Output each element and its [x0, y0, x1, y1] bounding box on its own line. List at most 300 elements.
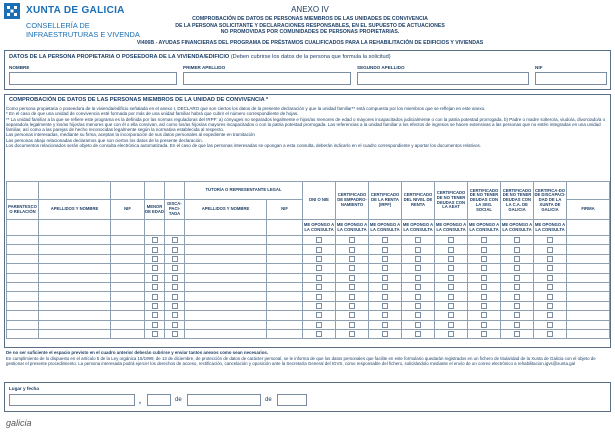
- members-declaration-text: [6, 106, 606, 148]
- checkbox[interactable]: [316, 284, 322, 290]
- checkbox-cell: [468, 273, 501, 282]
- checkbox[interactable]: [349, 247, 355, 253]
- column-header: MENOR DE EDAD: [145, 200, 165, 220]
- table-cell[interactable]: [567, 320, 610, 329]
- checkbox[interactable]: [481, 322, 487, 328]
- checkbox[interactable]: [481, 265, 487, 271]
- table-cell[interactable]: [7, 236, 39, 245]
- checkbox[interactable]: [152, 275, 158, 281]
- table-cell[interactable]: [185, 320, 267, 329]
- table-cell[interactable]: [185, 311, 267, 320]
- table-cell[interactable]: [267, 301, 303, 310]
- checkbox-cell: [165, 245, 185, 254]
- table-cell[interactable]: [185, 282, 267, 291]
- checkbox[interactable]: [481, 256, 487, 262]
- checkbox[interactable]: [152, 294, 158, 300]
- checkbox-cell: [402, 282, 435, 291]
- checkbox[interactable]: [316, 265, 322, 271]
- checkbox[interactable]: [382, 275, 388, 281]
- checkbox[interactable]: [415, 312, 421, 318]
- checkbox[interactable]: [547, 275, 553, 281]
- space-note: [6, 350, 611, 355]
- header-spacer: [165, 220, 185, 236]
- checkbox[interactable]: [152, 265, 158, 271]
- checkbox-cell: [402, 245, 435, 254]
- checkbox[interactable]: [481, 331, 487, 337]
- checkbox-cell: [165, 264, 185, 273]
- checkbox[interactable]: [415, 303, 421, 309]
- checkbox[interactable]: [415, 247, 421, 253]
- checkbox[interactable]: [349, 312, 355, 318]
- apellido2-field[interactable]: [357, 72, 529, 85]
- checkbox[interactable]: [481, 294, 487, 300]
- table-cell[interactable]: [7, 273, 39, 282]
- checkbox[interactable]: [172, 294, 178, 300]
- table-cell[interactable]: [111, 254, 145, 263]
- header-spacer: [39, 182, 111, 200]
- checkbox-cell: [145, 329, 165, 338]
- checkbox[interactable]: [547, 294, 553, 300]
- table-cell[interactable]: [7, 292, 39, 301]
- checkbox-cell: [369, 329, 402, 338]
- table-cell[interactable]: [111, 320, 145, 329]
- checkbox[interactable]: [172, 237, 178, 243]
- checkbox[interactable]: [172, 247, 178, 253]
- checkbox[interactable]: [514, 322, 520, 328]
- checkbox[interactable]: [514, 237, 520, 243]
- table-cell[interactable]: [7, 320, 39, 329]
- checkbox[interactable]: [448, 284, 454, 290]
- checkbox[interactable]: [448, 247, 454, 253]
- checkbox-cell: [468, 264, 501, 273]
- oppose-label: ME OPONGO A LA CONSULTA: [501, 220, 534, 236]
- table-cell[interactable]: [185, 273, 267, 282]
- checkbox[interactable]: [382, 303, 388, 309]
- table-cell[interactable]: [567, 254, 610, 263]
- table-cell[interactable]: [267, 264, 303, 273]
- form-title: [150, 16, 470, 36]
- checkbox[interactable]: [514, 331, 520, 337]
- table-row: [7, 264, 610, 273]
- checkbox[interactable]: [349, 256, 355, 262]
- table-cell[interactable]: [267, 282, 303, 291]
- checkbox-cell: [435, 282, 468, 291]
- galicia-footer-logo: galicia: [6, 418, 32, 428]
- oppose-label: ME OPONGO A LA CONSULTA: [402, 220, 435, 236]
- checkbox[interactable]: [448, 294, 454, 300]
- checkbox[interactable]: [172, 284, 178, 290]
- checkbox-cell: [145, 273, 165, 282]
- checkbox-cell: [402, 264, 435, 273]
- oppose-label: ME OPONGO A LA CONSULTA: [468, 220, 501, 236]
- checkbox-cell: [468, 282, 501, 291]
- column-header: NIF: [111, 200, 145, 220]
- checkbox[interactable]: [316, 322, 322, 328]
- checkbox-cell: [501, 254, 534, 263]
- table-row: [7, 245, 610, 254]
- table-cell[interactable]: [267, 311, 303, 320]
- checkbox[interactable]: [152, 303, 158, 309]
- checkbox-cell: [336, 292, 369, 301]
- oppose-label: ME OPONGO A LA CONSULTA: [435, 220, 468, 236]
- table-cell[interactable]: [7, 254, 39, 263]
- consult-header: DNI O NIE: [303, 182, 336, 220]
- checkbox-cell: [402, 301, 435, 310]
- table-cell[interactable]: [567, 245, 610, 254]
- checkbox-cell: [468, 320, 501, 329]
- checkbox[interactable]: [382, 284, 388, 290]
- checkbox-cell: [165, 329, 185, 338]
- checkbox-cell: [468, 292, 501, 301]
- checkbox[interactable]: [547, 322, 553, 328]
- table-cell[interactable]: [567, 273, 610, 282]
- table-cell[interactable]: [567, 301, 610, 310]
- checkbox-cell: [534, 329, 567, 338]
- place-field[interactable]: [9, 394, 135, 406]
- checkbox-cell: [303, 264, 336, 273]
- table-cell[interactable]: [185, 264, 267, 273]
- checkbox[interactable]: [547, 303, 553, 309]
- checkbox[interactable]: [316, 331, 322, 337]
- checkbox-cell: [402, 311, 435, 320]
- checkbox[interactable]: [172, 331, 178, 337]
- header-spacer: [145, 182, 165, 200]
- checkbox[interactable]: [382, 312, 388, 318]
- xunta-logo: [4, 3, 140, 43]
- checkbox[interactable]: [547, 312, 553, 318]
- checkbox-cell: [165, 301, 185, 310]
- checkbox[interactable]: [382, 256, 388, 262]
- checkbox[interactable]: [316, 303, 322, 309]
- checkbox-cell: [468, 329, 501, 338]
- table-cell[interactable]: [39, 320, 111, 329]
- checkbox-cell: [435, 264, 468, 273]
- logo-department: [26, 21, 140, 39]
- checkbox[interactable]: [448, 331, 454, 337]
- comma-separator: ,: [139, 398, 141, 405]
- oppose-label: ME OPONGO A LA CONSULTA: [303, 220, 336, 236]
- table-cell[interactable]: [39, 254, 111, 263]
- checkbox-cell: [145, 301, 165, 310]
- month-field[interactable]: [187, 394, 261, 406]
- table-cell[interactable]: [185, 254, 267, 263]
- checkbox[interactable]: [481, 275, 487, 281]
- checkbox-cell: [369, 236, 402, 245]
- checkbox[interactable]: [547, 284, 553, 290]
- declaration-paragraph: Como persona propietaria o poseedora de la vivienda/edificio señalada en el anexo I, DECLARO que son ciertos los datos de la presente declaración y que la unidad familiar** está compuesta por los miembros que se reflejan en este anexo.: [6, 106, 486, 111]
- owner-title-text: DATOS DE LA PERSONA PROPIETARIA O POSEEDORA DE LA VIVIENDA/EDIFICIO: [9, 54, 230, 60]
- header-spacer: [185, 220, 267, 236]
- checkbox[interactable]: [514, 284, 520, 290]
- checkbox-cell: [336, 273, 369, 282]
- table-cell[interactable]: [567, 236, 610, 245]
- checkbox-cell: [501, 311, 534, 320]
- checkbox[interactable]: [382, 265, 388, 271]
- table-cell[interactable]: [7, 301, 39, 310]
- space-note-text: De no ser suficiente el espacio previsto en el cuadro anterior deberán cubrirse y enviar tantos anexos como sean necesarios.: [6, 350, 269, 355]
- checkbox-cell: [165, 311, 185, 320]
- checkbox[interactable]: [349, 294, 355, 300]
- checkbox[interactable]: [172, 322, 178, 328]
- checkbox[interactable]: [382, 294, 388, 300]
- checkbox-cell: [369, 320, 402, 329]
- checkbox[interactable]: [349, 284, 355, 290]
- checkbox[interactable]: [448, 275, 454, 281]
- checkbox[interactable]: [547, 256, 553, 262]
- checkbox[interactable]: [481, 312, 487, 318]
- checkbox[interactable]: [382, 247, 388, 253]
- checkbox-cell: [534, 311, 567, 320]
- checkbox-cell: [402, 273, 435, 282]
- checkbox-cell: [165, 320, 185, 329]
- table-cell[interactable]: [111, 282, 145, 291]
- checkbox[interactable]: [152, 284, 158, 290]
- checkbox-cell: [303, 311, 336, 320]
- table-cell[interactable]: [111, 264, 145, 273]
- members-table: [6, 181, 610, 339]
- checkbox[interactable]: [316, 294, 322, 300]
- table-cell[interactable]: [267, 236, 303, 245]
- checkbox-cell: [435, 311, 468, 320]
- header-spacer: [145, 220, 165, 236]
- checkbox-cell: [501, 329, 534, 338]
- table-header-row: [7, 220, 610, 236]
- checkbox-cell: [534, 245, 567, 254]
- checkbox-cell: [369, 282, 402, 291]
- table-cell[interactable]: [7, 311, 39, 320]
- table-row: [7, 311, 610, 320]
- checkbox[interactable]: [316, 275, 322, 281]
- checkbox[interactable]: [349, 265, 355, 271]
- logo-dept-line2: INFRAESTRUTURAS E VIVENDA: [26, 30, 140, 39]
- table-cell[interactable]: [39, 245, 111, 254]
- table-cell[interactable]: [567, 292, 610, 301]
- checkbox[interactable]: [152, 331, 158, 337]
- checkbox[interactable]: [481, 237, 487, 243]
- table-cell[interactable]: [567, 329, 610, 338]
- apellido1-label: PRIMER APELLIDO: [183, 65, 226, 70]
- table-cell[interactable]: [567, 264, 610, 273]
- table-cell[interactable]: [185, 301, 267, 310]
- checkbox[interactable]: [172, 256, 178, 262]
- checkbox[interactable]: [349, 322, 355, 328]
- checkbox[interactable]: [514, 275, 520, 281]
- checkbox[interactable]: [316, 237, 322, 243]
- checkbox-cell: [534, 236, 567, 245]
- procedure-title: VI406B - AYUDAS FINANCIERAS DEL PROGRAMA DE PRÉSTAMOS CUALIFICADOS PARA LA REHABILITACIÓN DE EDIFICIOS Y VIVIENDAS: [136, 40, 484, 46]
- checkbox[interactable]: [448, 256, 454, 262]
- checkbox[interactable]: [172, 312, 178, 318]
- firma-header: FIRMA: [567, 200, 610, 220]
- table-cell[interactable]: [111, 311, 145, 320]
- owner-section: [4, 50, 611, 90]
- table-cell[interactable]: [267, 320, 303, 329]
- checkbox-cell: [534, 264, 567, 273]
- checkbox-cell: [435, 236, 468, 245]
- checkbox-cell: [468, 311, 501, 320]
- checkbox[interactable]: [152, 322, 158, 328]
- consult-header: CERTIFICADO DEL NIVEL DE RENTA: [402, 182, 435, 220]
- checkbox[interactable]: [448, 237, 454, 243]
- table-cell[interactable]: [267, 329, 303, 338]
- checkbox-cell: [369, 311, 402, 320]
- checkbox[interactable]: [316, 312, 322, 318]
- checkbox[interactable]: [481, 247, 487, 253]
- checkbox-cell: [534, 301, 567, 310]
- declaration-paragraph: Los documentos relacionados serán objeto de consulta electrónica automatizada. En el caso de que las personas interesadas se opongan a esta consulta, deberán indicarlo en el cuadro correspondiente y aportar los documentos relativos.: [6, 143, 482, 149]
- table-cell[interactable]: [267, 254, 303, 263]
- checkbox-cell: [501, 292, 534, 301]
- table-cell[interactable]: [39, 273, 111, 282]
- checkbox[interactable]: [382, 331, 388, 337]
- checkbox[interactable]: [415, 237, 421, 243]
- checkbox[interactable]: [152, 237, 158, 243]
- checkbox-cell: [303, 273, 336, 282]
- table-cell[interactable]: [111, 245, 145, 254]
- members-section-title: COMPROBACIÓN DE DATOS DE LAS PERSONAS MIEMBROS DE LA UNIDAD DE CONVIVENCIA *: [9, 97, 269, 103]
- table-cell[interactable]: [7, 245, 39, 254]
- checkbox[interactable]: [415, 294, 421, 300]
- table-cell[interactable]: [111, 273, 145, 282]
- checkbox[interactable]: [152, 247, 158, 253]
- table-cell[interactable]: [39, 292, 111, 301]
- checkbox[interactable]: [316, 247, 322, 253]
- table-cell[interactable]: [267, 245, 303, 254]
- checkbox[interactable]: [172, 303, 178, 309]
- checkbox-cell: [336, 254, 369, 263]
- table-cell[interactable]: [7, 264, 39, 273]
- checkbox[interactable]: [415, 265, 421, 271]
- column-header: NIF: [267, 200, 303, 220]
- signature-section: [4, 382, 611, 412]
- table-row: [7, 329, 610, 338]
- consult-header: CERTIFICADO DE EMPADRO-NAMIENTO: [336, 182, 369, 220]
- checkbox[interactable]: [514, 247, 520, 253]
- checkbox[interactable]: [514, 265, 520, 271]
- checkbox[interactable]: [514, 312, 520, 318]
- checkbox[interactable]: [172, 275, 178, 281]
- header-spacer: [7, 182, 39, 200]
- checkbox[interactable]: [152, 312, 158, 318]
- checkbox[interactable]: [448, 265, 454, 271]
- table-cell[interactable]: [185, 236, 267, 245]
- consult-header: CERTIFICADO DE NO TENER DEUDAS CON LA AEAT: [435, 182, 468, 220]
- table-cell[interactable]: [39, 329, 111, 338]
- checkbox[interactable]: [547, 265, 553, 271]
- checkbox[interactable]: [415, 284, 421, 290]
- table-cell[interactable]: [111, 292, 145, 301]
- checkbox[interactable]: [448, 303, 454, 309]
- nombre-field[interactable]: [9, 72, 177, 85]
- table-cell[interactable]: [111, 236, 145, 245]
- table-cell[interactable]: [39, 236, 111, 245]
- checkbox-cell: [145, 236, 165, 245]
- checkbox[interactable]: [152, 256, 158, 262]
- apellido1-field[interactable]: [183, 72, 351, 85]
- table-cell[interactable]: [185, 292, 267, 301]
- checkbox-cell: [165, 273, 185, 282]
- checkbox[interactable]: [415, 331, 421, 337]
- checkbox[interactable]: [382, 322, 388, 328]
- checkbox-cell: [145, 292, 165, 301]
- header-spacer: [165, 182, 185, 200]
- table-cell[interactable]: [111, 329, 145, 338]
- checkbox[interactable]: [547, 331, 553, 337]
- checkbox[interactable]: [547, 237, 553, 243]
- nif-field[interactable]: [535, 72, 607, 85]
- checkbox[interactable]: [316, 256, 322, 262]
- checkbox-cell: [145, 311, 165, 320]
- declaration-paragraph: ** La unidad familiar a la que se refiere este programa es la definida por las normas reguladoras del IRPF: a) cónyuges no separados legalmente e hijos/as menores de edad o mayores incapacitados judicialmente o con la patria potestad prorrogada. b) Padre o madre soltero/a, viudo/a, divorciado/a o separado/a legalmente y los/as hijos/as menores que con él o ella convivan, así como los/as hijos/as mayores incapacitados o con la patria potestad prorrogada. Las referencias a la unidad familiar a los efectos de ingresos se hacen extensivas a las personas que no estén integradas en una unidad familiar, así como a las parejas de hecho reconocidas legalmente según la normativa establecida al respecto.: [6, 116, 606, 133]
- table-cell[interactable]: [39, 311, 111, 320]
- table-row: [7, 254, 610, 263]
- checkbox[interactable]: [415, 322, 421, 328]
- checkbox[interactable]: [415, 256, 421, 262]
- checkbox-cell: [435, 245, 468, 254]
- table-cell[interactable]: [185, 329, 267, 338]
- table-cell[interactable]: [39, 264, 111, 273]
- checkbox[interactable]: [448, 312, 454, 318]
- table-cell[interactable]: [267, 273, 303, 282]
- table-row: [7, 282, 610, 291]
- checkbox-cell: [165, 254, 185, 263]
- checkbox[interactable]: [349, 331, 355, 337]
- checkbox[interactable]: [514, 294, 520, 300]
- table-cell[interactable]: [185, 245, 267, 254]
- header-spacer: [111, 182, 145, 200]
- checkbox[interactable]: [514, 256, 520, 262]
- checkbox[interactable]: [514, 303, 520, 309]
- header-spacer: [7, 220, 39, 236]
- form-title-line: DE LA PERSONA SOLICITANTE Y DECLARACIONES RESPONSABLES, EN EL SUPUESTO DE ACTUACIONES: [175, 22, 445, 29]
- checkbox-cell: [468, 301, 501, 310]
- owner-section-title: [9, 54, 391, 60]
- checkbox-cell: [145, 254, 165, 263]
- checkbox[interactable]: [172, 265, 178, 271]
- table-cell[interactable]: [267, 292, 303, 301]
- table-cell[interactable]: [39, 301, 111, 310]
- day-field[interactable]: [147, 394, 171, 406]
- checkbox[interactable]: [481, 284, 487, 290]
- checkbox-cell: [165, 292, 185, 301]
- checkbox-cell: [369, 292, 402, 301]
- checkbox[interactable]: [547, 247, 553, 253]
- xunta-cross-icon: [4, 3, 20, 19]
- table-cell[interactable]: [39, 282, 111, 291]
- header-spacer: [111, 220, 145, 236]
- table-cell[interactable]: [7, 329, 39, 338]
- table-cell[interactable]: [7, 282, 39, 291]
- checkbox-cell: [336, 245, 369, 254]
- checkbox[interactable]: [448, 322, 454, 328]
- apellido2-label: SEGUNDO APELLIDO: [357, 65, 405, 70]
- checkbox-cell: [336, 236, 369, 245]
- year-field[interactable]: [277, 394, 307, 406]
- checkbox-cell: [501, 245, 534, 254]
- checkbox[interactable]: [349, 237, 355, 243]
- checkbox[interactable]: [349, 275, 355, 281]
- table-cell[interactable]: [111, 301, 145, 310]
- checkbox[interactable]: [382, 237, 388, 243]
- checkbox[interactable]: [481, 303, 487, 309]
- table-cell[interactable]: [567, 282, 610, 291]
- checkbox[interactable]: [415, 275, 421, 281]
- checkbox[interactable]: [349, 303, 355, 309]
- place-date-label: Lugar y fecha: [9, 386, 39, 391]
- table-cell[interactable]: [567, 311, 610, 320]
- checkbox-cell: [501, 301, 534, 310]
- checkbox-cell: [435, 273, 468, 282]
